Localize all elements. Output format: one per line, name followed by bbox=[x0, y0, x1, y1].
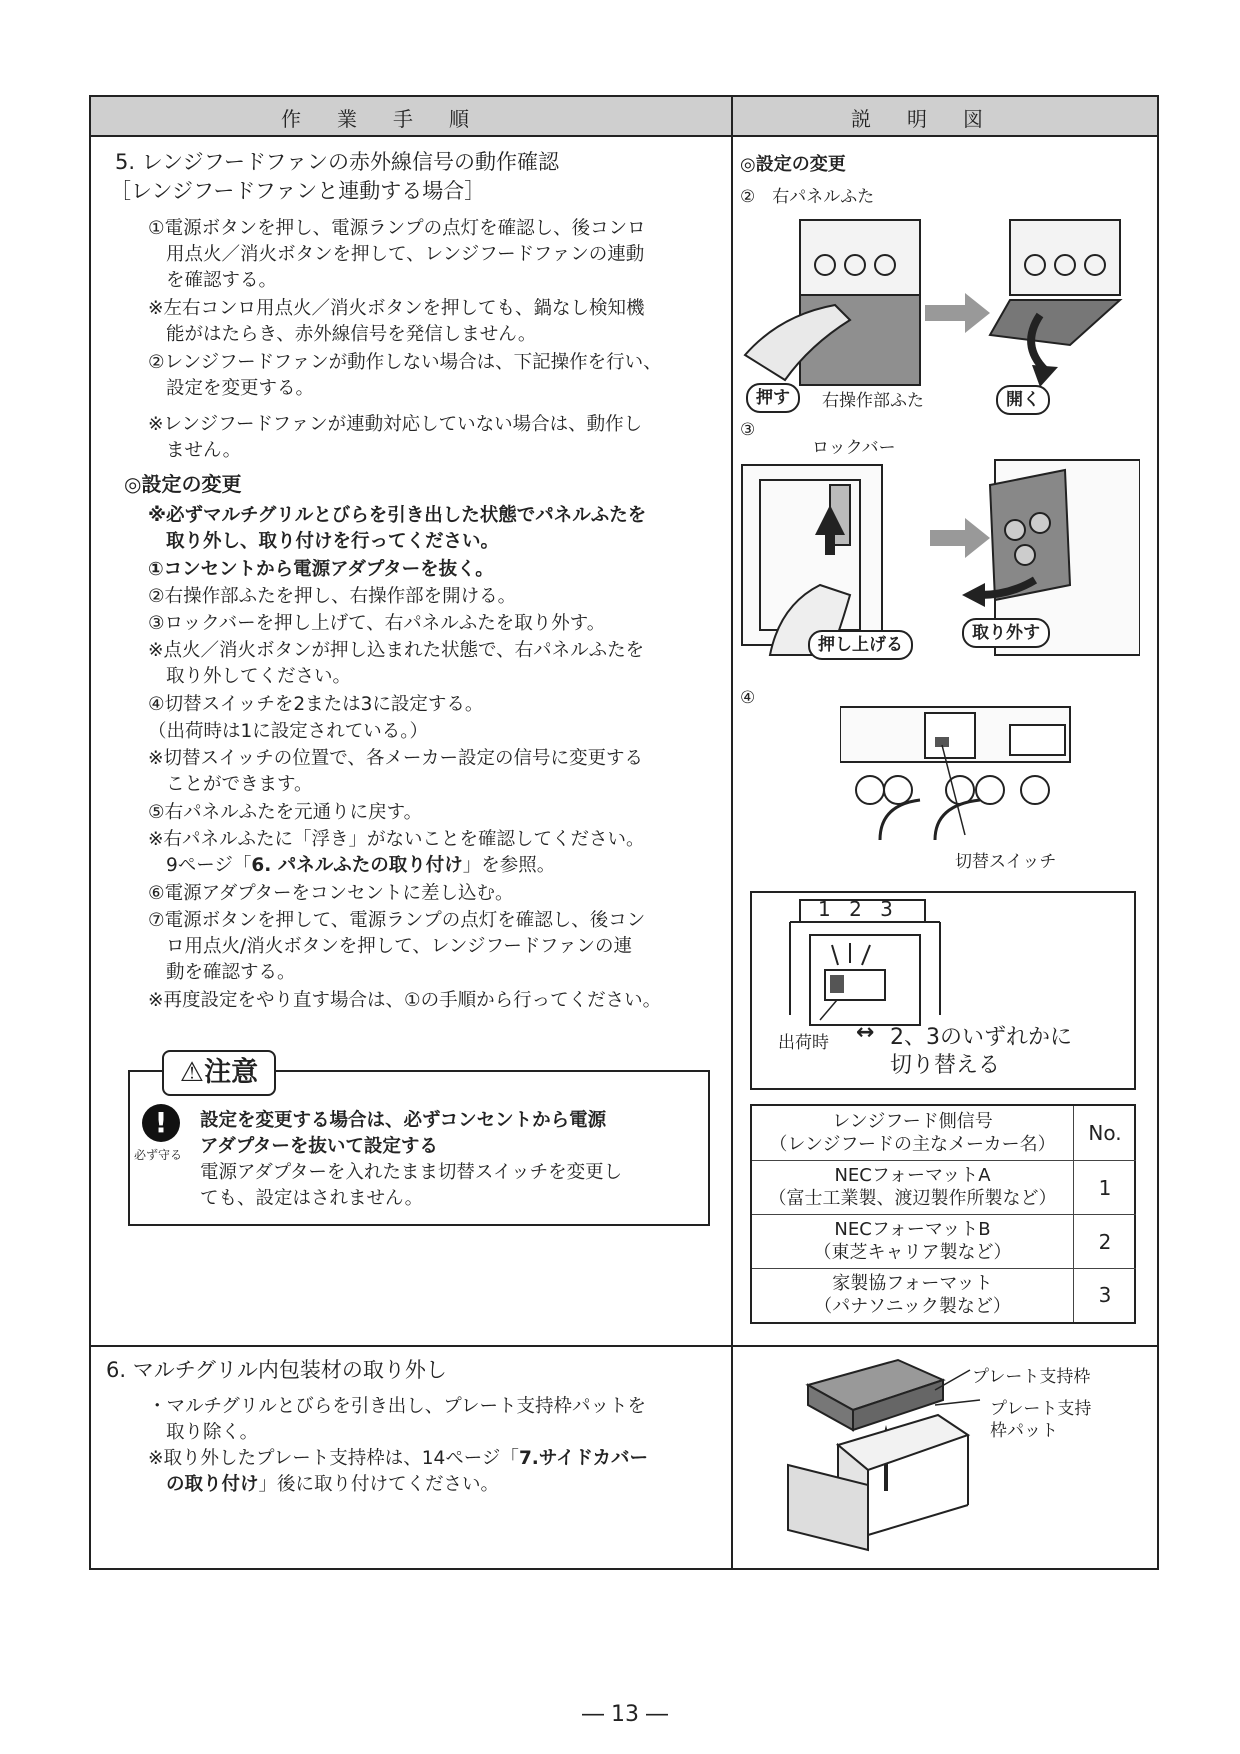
caution-bold-line2: アダプターを抜いて設定する bbox=[200, 1136, 438, 1157]
sec6-title: 6. マルチグリル内包装材の取り外し bbox=[106, 1358, 447, 1382]
setting-step7-note: ※再度設定をやり直す場合は、①の手順から行ってください。 bbox=[148, 990, 662, 1011]
exclamation-icon: ! bbox=[142, 1104, 180, 1142]
plate-frame-label: プレート支持枠 bbox=[972, 1367, 1091, 1387]
step2-line1: ②レンジフードファンが動作しない場合は、下記操作を行い、 bbox=[148, 352, 662, 373]
setting-step3-note2: 取り外してください。 bbox=[166, 666, 352, 687]
note2-line1: ※レンジフードファンが連動対応していない場合は、動作し bbox=[148, 414, 643, 435]
plate-pad-label-1: プレート支持 bbox=[990, 1399, 1092, 1419]
table-row bbox=[752, 1269, 1074, 1322]
diagram-step4-label: ④ bbox=[740, 688, 756, 708]
setting-step1: ①コンセントから電源アダプターを抜く。 bbox=[148, 559, 494, 580]
setting-step5-note1: ※右パネルふたに「浮き」がないことを確認してください。 bbox=[148, 829, 645, 850]
step2-line2: 設定を変更する。 bbox=[166, 378, 315, 399]
row3-makers: （パナソニック製など） bbox=[814, 1296, 1011, 1317]
note2-line2: ません。 bbox=[166, 440, 242, 461]
row2-makers: （東芝キャリア製など） bbox=[813, 1242, 1012, 1263]
setting-step3: ③ロックバーを押し上げて、右パネルふたを取り外す。 bbox=[148, 613, 606, 634]
setting-step7-line3: 動を確認する。 bbox=[166, 962, 296, 983]
step1-line3: を確認する。 bbox=[166, 270, 278, 291]
header-diagram: 説明図 bbox=[851, 107, 1019, 131]
settings-subheading: ◎設定の変更 bbox=[124, 472, 242, 496]
step1-line2: 用点火／消火ボタンを押して、レンジフードファンの連動 bbox=[166, 244, 645, 265]
diagram-step3-label: ③ bbox=[740, 420, 756, 440]
diagram-subheading: ◎設定の変更 bbox=[740, 154, 846, 175]
must-follow-label: 必ず守る bbox=[134, 1148, 183, 1162]
bold-note-line1: ※必ずマルチグリルとびらを引き出した状態でパネルふたを bbox=[148, 505, 647, 526]
setting-step3-note1: ※点火／消火ボタンが押し込まれた状態で、右パネルふたを bbox=[148, 640, 645, 661]
setting-step7-line1: ⑦電源ボタンを押して、電源ランプの点灯を確認し、後コン bbox=[148, 910, 646, 931]
setting-step7-line2: ロ用点火/消火ボタンを押して、レンジフードファンの連 bbox=[166, 936, 632, 957]
right-cover-label: 右操作部ふた bbox=[822, 391, 924, 411]
row-divider bbox=[91, 1345, 1157, 1347]
switch-label: 切替スイッチ bbox=[955, 852, 1057, 872]
diagram-step2-label: ② 右パネルふた bbox=[740, 187, 875, 207]
lock-bar-label: ロックバー bbox=[812, 438, 896, 458]
setting-step4-note2: ことができます。 bbox=[166, 774, 313, 795]
no-header: No. bbox=[1074, 1106, 1136, 1161]
sec5-title: 5. レンジフードファンの赤外線信号の動作確認 bbox=[115, 150, 559, 174]
caution-text-line2: ても、設定はされません。 bbox=[200, 1188, 424, 1209]
panel-open-illustration bbox=[740, 205, 1140, 405]
setting-step6: ⑥電源アダプターをコンセントに差し込む。 bbox=[148, 883, 514, 904]
caution-text-line1: 電源アダプターを入れたまま切替スイッチを変更し bbox=[200, 1162, 623, 1183]
open-label: 開く bbox=[996, 385, 1050, 415]
row1-no: 1 bbox=[1074, 1161, 1136, 1215]
table-header bbox=[91, 97, 1157, 137]
switch-location-illustration bbox=[840, 695, 1080, 840]
setting-step5-note2: 9ページ「6. パネルふたの取り付け」を参照。 bbox=[166, 855, 556, 876]
note1-line2: 能がはたらき、赤外線信号を発信しません。 bbox=[166, 324, 537, 345]
sec6-note-line1: ※取り外したプレート支持枠は、14ページ「7.サイドカバー bbox=[148, 1448, 648, 1469]
switch-numbers: 1 2 3 bbox=[818, 897, 899, 921]
sec5-subtitle: ［レンジフードファンと連動する場合］ bbox=[110, 179, 486, 203]
plate-pad-label-2: 枠パット bbox=[990, 1421, 1058, 1441]
header-line1: レンジフード側信号 bbox=[832, 1111, 993, 1132]
caution-bold-line1: 設定を変更する場合は、必ずコンセントから電源 bbox=[200, 1110, 607, 1131]
setting-step2: ②右操作部ふたを押し、右操作部を開ける。 bbox=[148, 586, 517, 607]
signal-table bbox=[750, 1104, 1136, 1324]
push-label: 押す bbox=[746, 383, 800, 413]
table-row bbox=[752, 1161, 1074, 1215]
header-line2: （レンジフードの主なメーカー名） bbox=[769, 1134, 1056, 1155]
step1-line1: ①電源ボタンを押し、電源ランプの点灯を確認し、後コンロ bbox=[148, 218, 646, 239]
table-row bbox=[752, 1215, 1074, 1269]
sec6-step-line2: 取り除く。 bbox=[166, 1422, 259, 1443]
row3-format: 家製協フォーマット bbox=[832, 1273, 993, 1294]
remove-label: 取り外す bbox=[962, 618, 1050, 648]
row2-no: 2 bbox=[1074, 1215, 1136, 1269]
note1-line1: ※左右コンロ用点火／消火ボタンを押しても、鍋なし検知機 bbox=[148, 298, 645, 319]
caution-title: ⚠注意 bbox=[162, 1050, 276, 1096]
change-instruction-2: 切り替える bbox=[890, 1053, 1001, 1078]
setting-step4-note1: ※切替スイッチの位置で、各メーカー設定の信号に変更する bbox=[148, 748, 644, 769]
factory-setting-label: 出荷時 bbox=[778, 1033, 829, 1053]
change-instruction-1: 2、3のいずれかに bbox=[890, 1025, 1072, 1050]
panel-remove-illustration bbox=[740, 455, 1140, 660]
row3-no: 3 bbox=[1098, 1283, 1112, 1307]
double-arrow-icon: ↔ bbox=[856, 1020, 875, 1045]
sec6-step-line1: ・マルチグリルとびらを引き出し、プレート支持枠パットを bbox=[148, 1396, 647, 1417]
row1-makers: （富士工業製、渡辺製作所製など） bbox=[768, 1188, 1057, 1209]
signal-table-header bbox=[752, 1106, 1074, 1161]
bold-note-line2: 取り外し、取り付けを行ってください。 bbox=[166, 531, 500, 552]
push-up-label: 押し上げる bbox=[808, 630, 913, 660]
column-divider bbox=[731, 97, 733, 1568]
setting-step4-sub: （出荷時は1に設定されている。） bbox=[148, 721, 429, 742]
page-number: ― 13 ― bbox=[582, 1702, 668, 1727]
sec6-note-line2: の取り付け」後に取り付けてください。 bbox=[166, 1474, 500, 1495]
setting-step4: ④切替スイッチを2または3に設定する。 bbox=[148, 694, 484, 715]
setting-step5: ⑤右パネルふたを元通りに戻す。 bbox=[148, 802, 423, 823]
row1-format: NECフォーマットA bbox=[834, 1165, 991, 1186]
row2-format: NECフォーマットB bbox=[834, 1219, 991, 1240]
header-procedure: 作業手順 bbox=[281, 107, 505, 131]
